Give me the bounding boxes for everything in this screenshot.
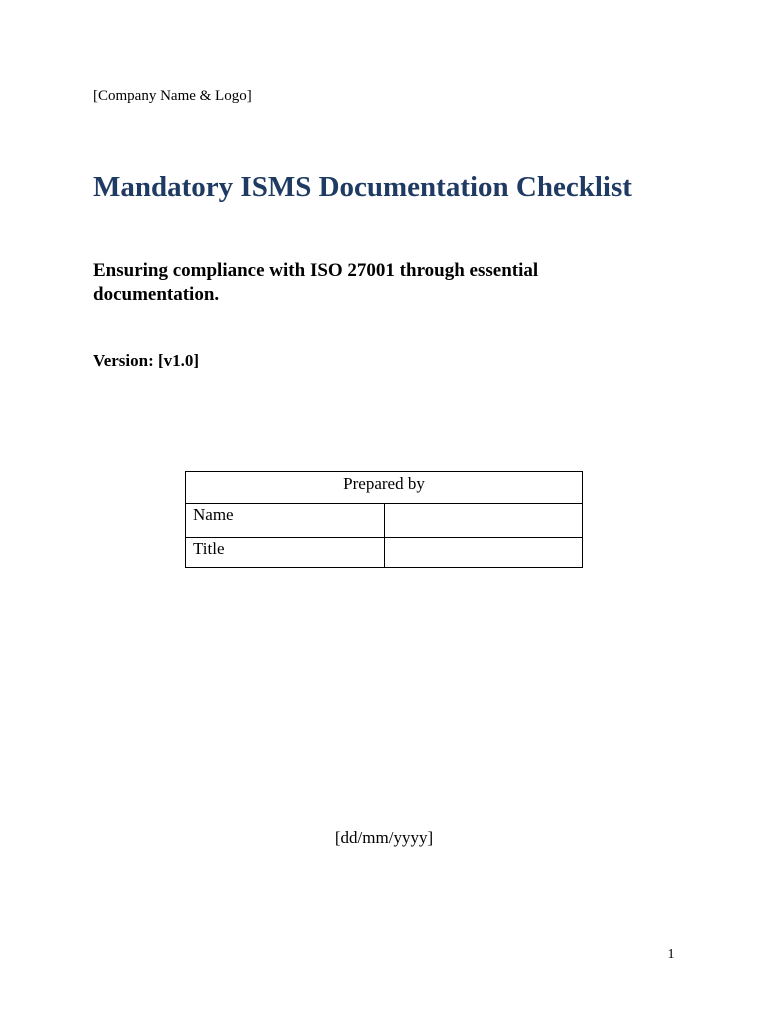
document-subtitle: Ensuring compliance with ISO 27001 through essential documentation. bbox=[93, 260, 539, 305]
prepared-by-heading: Prepared by bbox=[186, 472, 583, 504]
title-label-cell: Title bbox=[186, 538, 385, 568]
prepared-by-header-row bbox=[186, 472, 583, 504]
prepared-by-title-row bbox=[186, 538, 583, 568]
prepared-by-name-row bbox=[186, 504, 583, 538]
title-value-cell bbox=[385, 538, 583, 568]
document-title: Mandatory ISMS Documentation Checklist bbox=[93, 171, 632, 203]
name-value-cell bbox=[385, 504, 583, 538]
company-name-logo-placeholder: [Company Name & Logo] bbox=[93, 88, 252, 104]
version-label: Version: [v1.0] bbox=[93, 351, 200, 370]
prepared-by-table bbox=[185, 471, 583, 568]
date-placeholder: [dd/mm/yyyy] bbox=[334, 828, 434, 847]
page-number: 1 bbox=[667, 947, 675, 962]
name-label-cell: Name bbox=[186, 504, 385, 538]
